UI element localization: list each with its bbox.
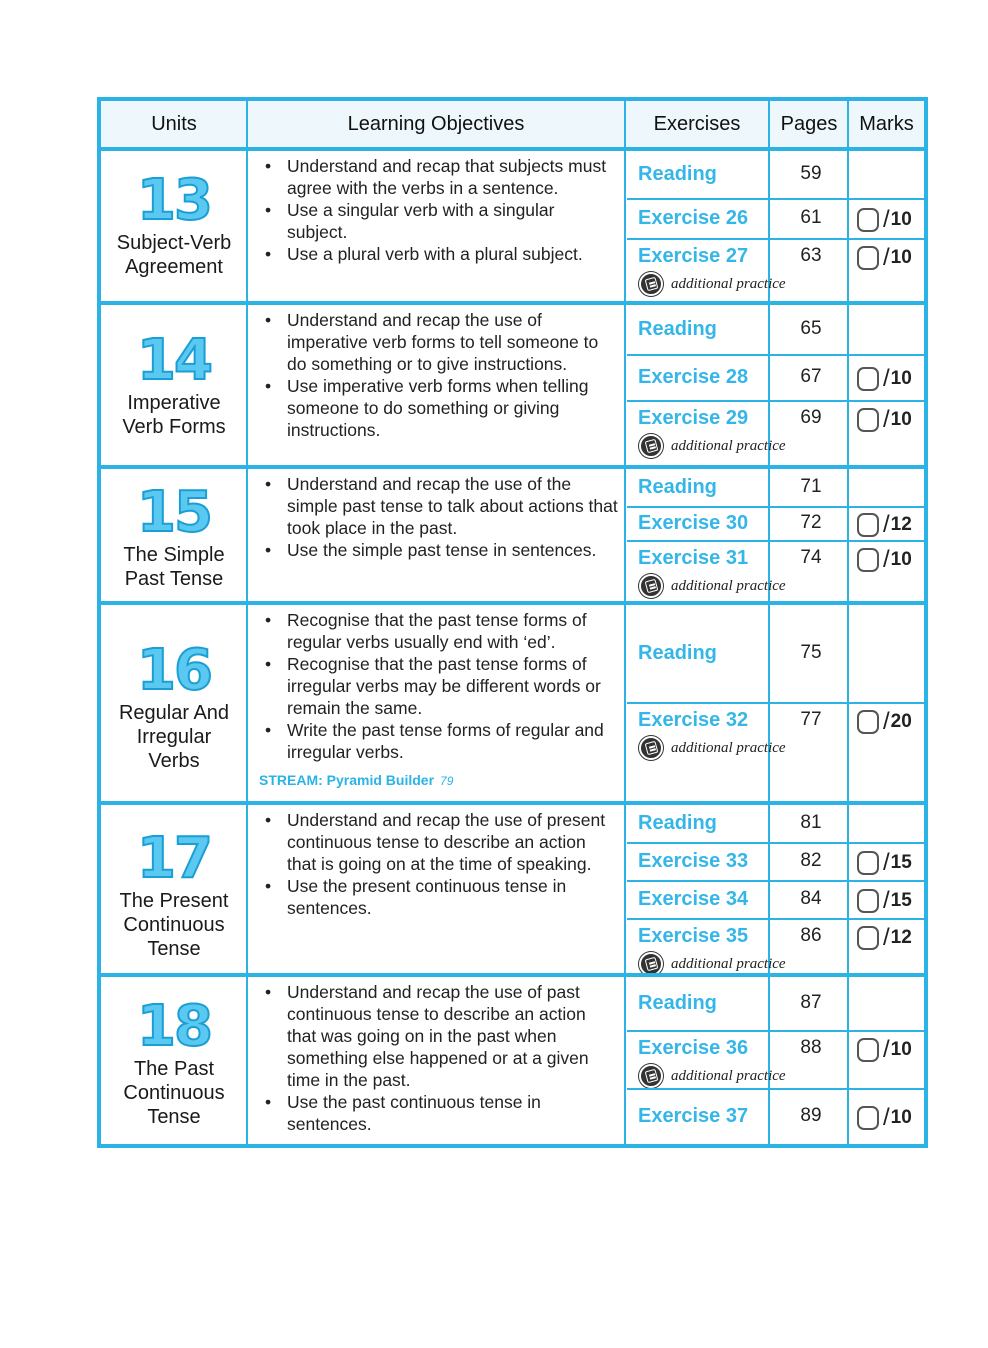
page-number: 84 xyxy=(800,888,822,909)
row-divider xyxy=(627,1088,924,1090)
exercise-link[interactable]: Exercise 32 xyxy=(638,709,749,731)
unit-block-17 xyxy=(101,805,924,973)
page-number: 82 xyxy=(800,850,822,871)
reading-link[interactable]: Reading xyxy=(638,318,717,340)
score-checkbox[interactable] xyxy=(857,889,879,913)
additional-practice[interactable] xyxy=(639,271,786,297)
slash-glyph: / xyxy=(883,887,890,914)
unit-title-line: Agreement xyxy=(125,256,223,278)
marks-total: 10 xyxy=(890,1039,912,1060)
unit-title-line: The Simple xyxy=(123,544,225,566)
reading-link[interactable]: Reading xyxy=(638,163,717,185)
unit-title-line: Verb Forms xyxy=(122,416,226,438)
page-number: 77 xyxy=(800,709,822,730)
unit-number: 17 xyxy=(137,826,211,891)
objectives-list xyxy=(259,609,619,763)
unit-block-15 xyxy=(101,469,924,601)
contents-table xyxy=(97,97,928,1148)
objective-text: Recognise that the past tense forms of regular verbs usually end with ‘ed’. xyxy=(287,610,587,652)
exercise-link[interactable]: Exercise 28 xyxy=(638,366,749,388)
unit-title xyxy=(101,231,247,279)
unit-title xyxy=(101,391,247,439)
objective-item xyxy=(259,1091,619,1135)
practice-book-icon xyxy=(639,434,663,458)
score-checkbox[interactable] xyxy=(857,513,879,537)
exercise-link[interactable]: Exercise 27 xyxy=(638,245,749,267)
objectives-cell xyxy=(259,473,619,561)
objective-item xyxy=(259,309,619,375)
exercise-link[interactable]: Exercise 26 xyxy=(638,207,749,229)
additional-practice[interactable] xyxy=(639,433,786,459)
unit-title-line: Verbs xyxy=(148,750,200,772)
objective-item xyxy=(259,199,619,243)
slash-glyph: / xyxy=(883,1104,890,1131)
slash-glyph: / xyxy=(883,406,890,433)
marks-field[interactable] xyxy=(857,206,912,234)
objective-item xyxy=(259,243,619,265)
bullet-icon: • xyxy=(265,720,272,740)
bullet-icon: • xyxy=(265,244,272,264)
stream-link[interactable] xyxy=(259,769,619,792)
unit-title-line: Tense xyxy=(147,938,201,960)
row-divider xyxy=(627,238,924,240)
page-number: 63 xyxy=(800,245,822,266)
objective-text: Use the present continuous tense in sentences. xyxy=(287,876,567,918)
objective-item xyxy=(259,155,619,199)
unit-number: 16 xyxy=(137,638,211,703)
additional-practice-label: additional practice xyxy=(671,739,786,756)
bullet-icon: • xyxy=(265,376,272,396)
unit-title-line: Tense xyxy=(147,1106,201,1128)
score-checkbox[interactable] xyxy=(857,548,879,572)
page-number: 75 xyxy=(800,642,822,663)
objective-text: Use the simple past tense in sentences. xyxy=(287,540,597,560)
stream-page: 79 xyxy=(440,774,454,788)
objectives-cell xyxy=(259,309,619,441)
marks-field[interactable] xyxy=(857,708,912,736)
objective-item xyxy=(259,809,619,875)
objective-item xyxy=(259,875,619,919)
page-number: 88 xyxy=(800,1037,822,1058)
additional-practice-label: additional practice xyxy=(671,577,786,594)
unit-block-16 xyxy=(101,605,924,801)
score-checkbox[interactable] xyxy=(857,710,879,734)
unit-number: 13 xyxy=(137,168,211,233)
bullet-icon: • xyxy=(265,200,272,220)
unit-title-line: Continuous xyxy=(123,1082,225,1104)
marks-total: 15 xyxy=(890,890,912,911)
unit-block-13 xyxy=(101,151,924,301)
score-checkbox[interactable] xyxy=(857,208,879,232)
slash-glyph: / xyxy=(883,365,890,392)
unit-title-line: Irregular xyxy=(136,726,212,748)
objective-text: Understand and recap the use of imperative verb forms to tell someone to do something or to give instructions. xyxy=(287,310,599,374)
row-divider xyxy=(627,198,924,200)
header-marks: Marks xyxy=(859,113,914,135)
slash-glyph: / xyxy=(883,206,890,233)
unit-number: 18 xyxy=(137,994,211,1059)
reading-link[interactable]: Reading xyxy=(638,992,717,1014)
exercise-link[interactable]: Exercise 30 xyxy=(638,512,749,534)
exercise-link[interactable]: Exercise 29 xyxy=(638,407,749,429)
unit-cell xyxy=(101,168,247,279)
score-checkbox[interactable] xyxy=(857,246,879,270)
exercise-link[interactable]: Exercise 31 xyxy=(638,547,749,569)
bullet-icon: • xyxy=(265,810,272,830)
marks-total: 10 xyxy=(890,368,912,389)
objectives-cell xyxy=(259,609,619,792)
bullet-icon: • xyxy=(265,654,272,674)
objective-text: Use imperative verb forms when telling someone to do something or giving instructions. xyxy=(287,376,589,440)
unit-title-line: Subject-Verb xyxy=(116,232,232,254)
unit-title xyxy=(101,889,247,961)
marks-field[interactable] xyxy=(857,1104,912,1132)
unit-block-14 xyxy=(101,305,924,465)
marks-field[interactable] xyxy=(857,244,912,272)
bullet-icon: • xyxy=(265,310,272,330)
practice-book-icon xyxy=(639,736,663,760)
page-number: 72 xyxy=(800,512,822,533)
marks-field[interactable] xyxy=(857,849,912,877)
marks-field[interactable] xyxy=(857,365,912,393)
slash-glyph: / xyxy=(883,924,890,951)
marks-field[interactable] xyxy=(857,546,912,574)
additional-practice[interactable] xyxy=(639,1063,786,1089)
unit-number: 14 xyxy=(137,328,211,393)
row-divider xyxy=(627,842,924,844)
score-checkbox[interactable] xyxy=(857,408,879,432)
objective-text: Understand and recap the use of the simple past tense to talk about actions that took place in the past. xyxy=(287,474,618,538)
row-divider xyxy=(627,354,924,356)
score-checkbox[interactable] xyxy=(857,926,879,950)
unit-title-line: Imperative xyxy=(127,392,221,414)
unit-title-line: The Past xyxy=(133,1058,215,1080)
page-number: 59 xyxy=(800,163,822,184)
additional-practice[interactable] xyxy=(639,735,786,761)
objective-item xyxy=(259,539,619,561)
objective-item xyxy=(259,719,619,763)
page-number: 81 xyxy=(800,812,822,833)
bullet-icon: • xyxy=(265,156,272,176)
practice-book-icon xyxy=(639,272,663,296)
marks-field[interactable] xyxy=(857,887,912,915)
objective-item xyxy=(259,375,619,441)
bullet-icon: • xyxy=(265,1092,272,1112)
objectives-list xyxy=(259,309,619,441)
objective-item xyxy=(259,609,619,653)
row-divider xyxy=(627,702,924,704)
marks-total: 10 xyxy=(890,1107,912,1128)
bullet-icon: • xyxy=(265,610,272,630)
additional-practice[interactable] xyxy=(639,573,786,599)
header-units: Units xyxy=(151,113,197,135)
marks-total: 10 xyxy=(890,549,912,570)
objectives-list xyxy=(259,981,619,1135)
marks-total: 10 xyxy=(890,209,912,230)
reading-link[interactable]: Reading xyxy=(638,476,717,498)
marks-total: 12 xyxy=(890,514,912,535)
row-divider xyxy=(627,918,924,920)
objectives-list xyxy=(259,473,619,561)
objective-text: Use a plural verb with a plural subject. xyxy=(287,244,583,264)
page-number: 87 xyxy=(800,992,822,1013)
row-divider xyxy=(627,880,924,882)
marks-total: 10 xyxy=(890,247,912,268)
table-header xyxy=(101,101,924,151)
unit-cell xyxy=(101,826,247,961)
bullet-icon: • xyxy=(265,540,272,560)
unit-title-line: Past Tense xyxy=(124,568,224,590)
practice-book-icon xyxy=(639,1064,663,1088)
header-pages: Pages xyxy=(780,113,838,135)
marks-total: 10 xyxy=(890,409,912,430)
objectives-cell xyxy=(259,155,619,265)
objective-text: Understand and recap that subjects must agree with the verbs in a sentence. xyxy=(287,156,607,198)
score-checkbox[interactable] xyxy=(857,367,879,391)
objectives-cell xyxy=(259,981,619,1135)
exercise-link[interactable]: Exercise 37 xyxy=(638,1105,749,1127)
page-number: 86 xyxy=(800,925,822,946)
unit-cell xyxy=(101,328,247,439)
page-number: 74 xyxy=(800,547,822,568)
marks-total: 20 xyxy=(890,711,912,732)
marks-field[interactable] xyxy=(857,1036,912,1064)
row-divider xyxy=(627,400,924,402)
additional-practice-label: additional practice xyxy=(671,1067,786,1084)
unit-cell xyxy=(101,638,247,773)
reading-link[interactable]: Reading xyxy=(638,812,717,834)
slash-glyph: / xyxy=(883,546,890,573)
objectives-list xyxy=(259,809,619,919)
slash-glyph: / xyxy=(883,511,890,538)
stream-label: STREAM: Pyramid Builder xyxy=(259,772,435,788)
unit-title xyxy=(101,1057,247,1129)
score-checkbox[interactable] xyxy=(857,1038,879,1062)
slash-glyph: / xyxy=(883,1036,890,1063)
unit-title-line: The Present xyxy=(119,890,229,912)
page-number: 71 xyxy=(800,476,822,497)
unit-block-18 xyxy=(101,977,924,1144)
slash-glyph: / xyxy=(883,244,890,271)
practice-book-icon xyxy=(639,574,663,598)
row-divider xyxy=(627,506,924,508)
bullet-icon: • xyxy=(265,982,272,1002)
row-divider xyxy=(627,1030,924,1032)
objectives-list xyxy=(259,155,619,265)
page-number: 65 xyxy=(800,318,822,339)
page-number: 89 xyxy=(800,1105,822,1126)
score-checkbox[interactable] xyxy=(857,1106,879,1130)
unit-title-line: Regular And xyxy=(118,702,230,724)
marks-field[interactable] xyxy=(857,924,912,952)
exercise-link[interactable]: Exercise 36 xyxy=(638,1037,749,1059)
objective-text: Write the past tense forms of regular and irregular verbs. xyxy=(287,720,604,762)
marks-total: 15 xyxy=(890,852,912,873)
page-number: 69 xyxy=(800,407,822,428)
bullet-icon: • xyxy=(265,876,272,896)
unit-title xyxy=(101,701,247,773)
header-exercises: Exercises xyxy=(653,113,741,135)
row-divider xyxy=(627,540,924,542)
exercise-link[interactable]: Exercise 34 xyxy=(638,888,749,910)
exercise-link[interactable]: Exercise 33 xyxy=(638,850,749,872)
objective-text: Use a singular verb with a singular subject. xyxy=(287,200,555,242)
slash-glyph: / xyxy=(883,708,890,735)
objective-text: Recognise that the past tense forms of irregular verbs may be different words or remain the same. xyxy=(287,654,601,718)
additional-practice-label: additional practice xyxy=(671,955,786,972)
unit-cell xyxy=(101,480,247,591)
objective-text: Use the past continuous tense in sentences. xyxy=(287,1092,541,1134)
unit-cell xyxy=(101,994,247,1129)
objectives-cell xyxy=(259,809,619,919)
objective-item xyxy=(259,981,619,1091)
score-checkbox[interactable] xyxy=(857,851,879,875)
additional-practice-label: additional practice xyxy=(671,275,786,292)
unit-title-line: Continuous xyxy=(123,914,225,936)
header-objectives: Learning Objectives xyxy=(347,113,525,135)
objective-item xyxy=(259,653,619,719)
slash-glyph: / xyxy=(883,849,890,876)
unit-number: 15 xyxy=(137,480,211,545)
marks-field[interactable] xyxy=(857,511,912,539)
page-number: 67 xyxy=(800,366,822,387)
bullet-icon: • xyxy=(265,474,272,494)
objective-item xyxy=(259,473,619,539)
additional-practice-label: additional practice xyxy=(671,437,786,454)
unit-title xyxy=(101,543,247,591)
page-number: 61 xyxy=(800,207,822,228)
marks-total: 12 xyxy=(890,927,912,948)
objective-text: Understand and recap the use of past continuous tense to describe an action that was going on in the past when something else happened or at a given time in the past. xyxy=(287,982,589,1090)
objective-text: Understand and recap the use of present continuous tense to describe an action that is going on at the time of speaking. xyxy=(287,810,606,874)
exercise-link[interactable]: Exercise 35 xyxy=(638,925,749,947)
reading-link[interactable]: Reading xyxy=(638,642,717,664)
marks-field[interactable] xyxy=(857,406,912,434)
